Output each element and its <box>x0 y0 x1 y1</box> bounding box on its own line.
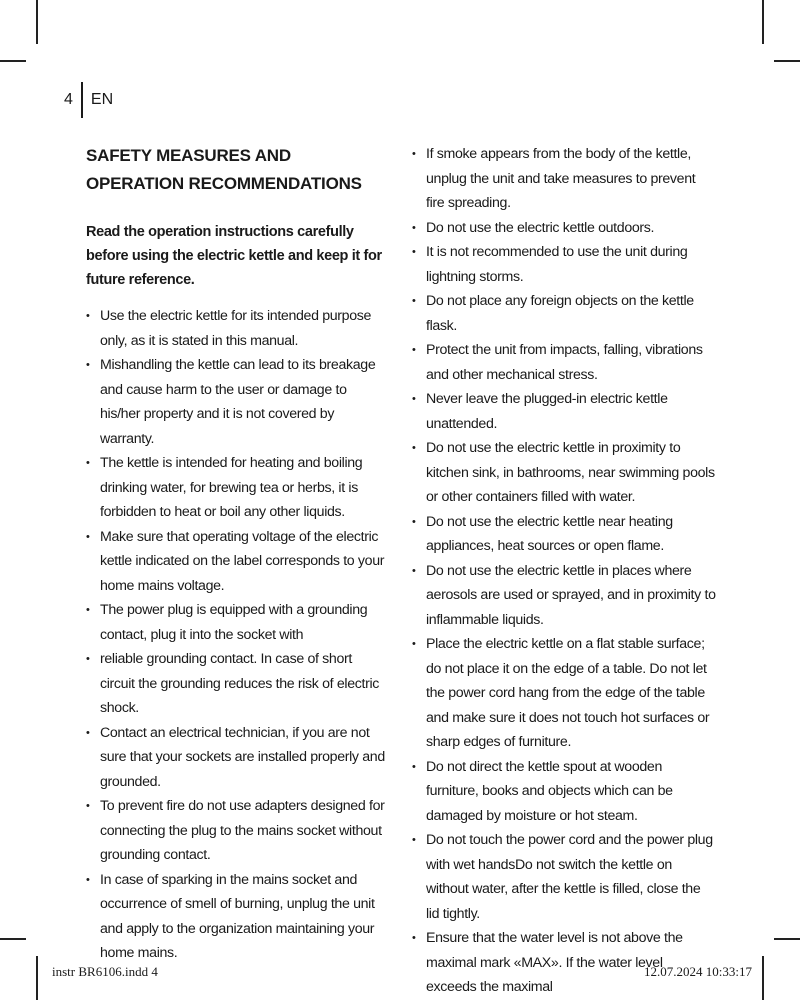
right-column <box>412 142 716 1000</box>
list-item: • In case of sparking in the mains socket and occurrence of smell of burning, unplug the unit and apply to the organization maintaining your home mains. <box>86 868 388 966</box>
list-item: • Protect the unit from impacts, falling, vibrations and other mechanical stress. <box>412 338 716 387</box>
list-item: • Do not use the electric kettle near heating appliances, heat sources or open flame. <box>412 510 716 559</box>
list-item: • Do not use the electric kettle in proximity to kitchen sink, in bathrooms, near swimming pools or other containers filled with water. <box>412 436 716 510</box>
right-bullet-list <box>412 142 716 1000</box>
list-item: • Do not direct the kettle spout at wooden furniture, books and objects which can be damaged by moisture or hot steam. <box>412 755 716 829</box>
list-item: • reliable grounding contact. In case of short circuit the grounding reduces the risk of electric shock. <box>86 647 388 721</box>
crop-mark-bottom-right <box>762 956 764 1000</box>
crop-mark-bottom-left <box>36 956 38 1000</box>
header-divider <box>81 82 83 118</box>
list-item: • Make sure that operating voltage of the electric kettle indicated on the label corresponds to your home mains voltage. <box>86 525 388 599</box>
list-item: • The power plug is equipped with a grounding contact, plug it into the socket with <box>86 598 388 647</box>
list-item: • If smoke appears from the body of the kettle, unplug the unit and take measures to prevent fire spreading. <box>412 142 716 216</box>
intro-paragraph: Read the operation instructions carefully before using the electric kettle and keep it for future reference. <box>86 224 382 288</box>
crop-mark-top-right <box>762 0 764 44</box>
crop-mark-top-left <box>36 0 38 44</box>
list-item: • Mishandling the kettle can lead to its breakage and cause harm to the user or damage to his/her property and it is not covered by warranty. <box>86 353 388 451</box>
footer-timestamp: 12.07.2024 10:33:17 <box>644 964 752 979</box>
list-item: • The kettle is intended for heating and boiling drinking water, for brewing tea or herbs, it is forbidden to heat or boil any other liquids. <box>86 451 388 525</box>
list-item: • Do not use the electric kettle in places where aerosols are used or sprayed, and in proximity to inflammable liquids. <box>412 559 716 633</box>
left-column <box>86 142 388 966</box>
list-item: • It is not recommended to use the unit during lightning storms. <box>412 240 716 289</box>
footer-filename: instr BR6106.indd 4 <box>52 964 158 979</box>
page-number: 4 <box>64 91 73 108</box>
page-header <box>64 82 113 118</box>
crop-mark-bottom-left-h <box>0 938 26 940</box>
list-item: • Do not place any foreign objects on the kettle flask. <box>412 289 716 338</box>
list-item: • Ensure that the water level is not above the maximal mark «MAX». If the water level exceeds the maximal <box>412 926 716 1000</box>
section-title: SAFETY MEASURES AND OPERATION RECOMMENDATIONS <box>86 146 362 193</box>
list-item: • Never leave the plugged-in electric kettle unattended. <box>412 387 716 436</box>
language-code: EN <box>90 91 114 108</box>
crop-mark-top-right-h <box>774 60 800 62</box>
list-item: • Contact an electrical technician, if you are not sure that your sockets are installed properly and grounded. <box>86 721 388 795</box>
list-item: • Do not use the electric kettle outdoors. <box>412 216 716 241</box>
crop-mark-top-left-h <box>0 60 26 62</box>
list-item: • Place the electric kettle on a flat stable surface; do not place it on the edge of a table. Do not let the power cord hang from the edge of the table and make sure it does not touch hot surfaces or sharp edges of furniture. <box>412 632 716 755</box>
crop-mark-bottom-right-h <box>774 938 800 940</box>
list-item: • Do not touch the power cord and the power plug with wet handsDo not switch the kettle on without water, after the kettle is filled, close the lid tightly. <box>412 828 716 926</box>
list-item: • To prevent fire do not use adapters designed for connecting the plug to the mains socket without grounding contact. <box>86 794 388 868</box>
left-bullet-list <box>86 304 388 966</box>
list-item: • Use the electric kettle for its intended purpose only, as it is stated in this manual. <box>86 304 388 353</box>
